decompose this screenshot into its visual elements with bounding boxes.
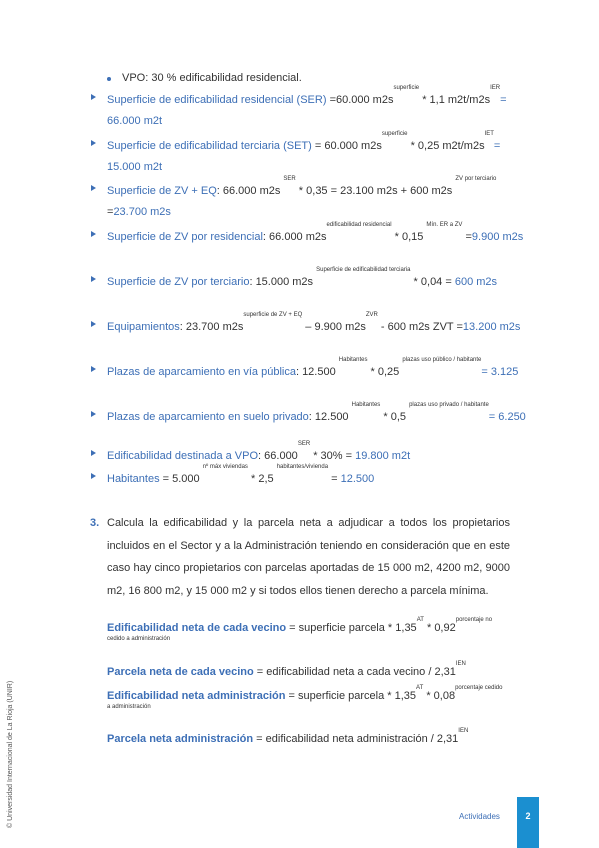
triangle-bullet-icon <box>91 366 96 372</box>
item-sup: IET <box>484 131 494 137</box>
item-label: Equipamientos <box>107 321 180 333</box>
triangle-bullet-icon <box>91 185 96 191</box>
item-label: Plazas de aparcamiento en suelo privado <box>107 411 309 423</box>
list-item <box>91 357 527 383</box>
item-text: * 1,1 m2t/m2s <box>419 94 491 106</box>
page-number: 2 <box>525 811 531 821</box>
formula-line <box>107 728 517 745</box>
formula-sup: AT <box>416 685 424 691</box>
formula-text: = superficie parcela * 1,35 <box>286 622 417 634</box>
list-item <box>91 85 527 132</box>
item-sup: plazas uso público / habitante <box>402 357 482 363</box>
formula-text: * 0,08 <box>423 690 456 702</box>
triangle-bullet-icon <box>91 473 96 479</box>
formula-text: * 0,92 <box>423 622 456 634</box>
item-result: 19.800 m2t <box>355 450 411 462</box>
sub-bullet: VPO: 30 % edificabilidad residencial. <box>122 72 302 84</box>
formula-sup: IEN <box>455 661 466 667</box>
list-item <box>91 222 527 248</box>
item-text: : 66.000 m2s <box>262 231 327 243</box>
triangle-bullet-icon <box>91 450 96 456</box>
item-sup: superficie de ZV + EQ <box>243 312 303 318</box>
item-result: = 66.000 m2t <box>107 94 507 127</box>
item-label: Habitantes <box>107 473 160 485</box>
item-text: * 0,25 m2t/m2s <box>407 140 485 152</box>
item-result: 12.500 <box>340 473 375 485</box>
bullet-dot-icon <box>107 77 111 81</box>
page-number-box <box>517 797 539 848</box>
item-sup: habitantes/vivienda <box>276 464 329 470</box>
item-text: = <box>328 473 341 485</box>
item-sup: Superficie de edificabilidad terciaria <box>316 267 411 273</box>
item-label: Edificabilidad destinada a VPO <box>107 450 259 462</box>
item-text: : 66.000 m2s <box>216 185 284 197</box>
list-item <box>91 267 527 293</box>
copyright-vertical: © Universidad Internacional de La Rioja (UNIR) <box>7 680 14 828</box>
item-sup: Mín. ER a ZV <box>426 222 463 228</box>
item-label: Plazas de aparcamiento en vía pública <box>107 366 296 378</box>
item-result: 23.700 m2s <box>113 206 171 218</box>
item-text: * 0,15 <box>391 231 427 243</box>
item-sup: nº máx viviendas <box>202 464 248 470</box>
item-text: * 0,35 = 23.100 m2s + 600 m2s <box>295 185 456 197</box>
triangle-bullet-icon <box>91 276 96 282</box>
item-sup: plazas uso privado / habitante <box>409 402 489 408</box>
item-sup: SER <box>297 441 311 447</box>
question-text: Calcula la edificabilidad y la parcela neta a adjudicar a todos los propietarios incluidos en el Sector y a la Administración teniendo en consideración que en este caso hay cinco propietarios con parcelas aportadas de 15 000 m2, 4200 m2, 9000 m2, 16 800 m2, y 15 000 m2 y si todos ellos tienen derecho a parcela mínima. <box>107 517 510 597</box>
formula-note: cedido a administración <box>107 636 171 642</box>
item-text: - 600 m2s ZVT = <box>377 321 463 333</box>
item-text: = 60.000 m2s <box>314 140 382 152</box>
item-label: Superficie de ZV + EQ <box>107 185 217 197</box>
item-text: * 0,04 = <box>410 276 455 288</box>
item-result: = 15.000 m2t <box>107 140 501 173</box>
item-text: = <box>107 206 114 218</box>
formula-sup: AT <box>416 617 424 623</box>
triangle-bullet-icon <box>91 94 96 100</box>
item-text: * 0,5 <box>380 411 410 423</box>
formula-note: a administración <box>107 704 151 710</box>
list-item <box>91 402 527 428</box>
list-item <box>91 176 527 223</box>
item-text: * 2,5 <box>247 473 277 485</box>
list-item <box>91 131 527 178</box>
item-text: * 30% = <box>310 450 356 462</box>
triangle-bullet-icon <box>91 321 96 327</box>
item-sup: superficie <box>393 85 420 91</box>
formula-label: Parcela neta administración <box>107 733 254 745</box>
question-number: 3. <box>90 517 100 529</box>
item-text: = <box>462 231 472 243</box>
footer-section-label: Actividades <box>459 812 500 821</box>
item-label: Superficie de ZV por terciario <box>107 276 250 288</box>
question-3 <box>90 512 510 602</box>
item-text: * 0,25 <box>367 366 403 378</box>
item-text: : 12.500 <box>295 366 339 378</box>
item-result: 600 m2s <box>454 276 498 288</box>
item-result: = 6.250 <box>488 411 526 423</box>
formula-sup: porcentaje no <box>455 617 493 623</box>
list-item <box>91 464 527 490</box>
item-text: =60.000 m2s <box>329 94 394 106</box>
item-result: = 3.125 <box>481 366 519 378</box>
item-result: 13.200 m2s <box>462 321 521 333</box>
triangle-bullet-icon <box>91 411 96 417</box>
formula-line <box>107 685 517 710</box>
formula-sup: porcentaje cedido <box>455 685 503 691</box>
item-sup: SER <box>283 176 296 182</box>
item-text: : 12.500 <box>308 411 352 423</box>
item-text: = 5.000 <box>159 473 203 485</box>
formula-text: = edificabilidad neta a cada vecino / 2,31 <box>253 666 456 678</box>
list-item <box>91 312 527 338</box>
item-text: : 66.000 <box>258 450 298 462</box>
item-label: Superficie de edificabilidad terciaria (SET) <box>107 140 315 152</box>
item-sup: IER <box>490 85 501 91</box>
item-sup: Habitantes <box>351 402 381 408</box>
item-sup: Habitantes <box>338 357 368 363</box>
item-label: Superficie de ZV por residencial <box>107 231 263 243</box>
formula-label: Edificabilidad neta de cada vecino <box>107 622 287 634</box>
formula-label: Edificabilidad neta administración <box>107 690 286 702</box>
formula-text: = superficie parcela * 1,35 <box>285 690 417 702</box>
formula-line <box>107 617 517 642</box>
item-result: 9.900 m2s <box>471 231 524 243</box>
item-text: : 23.700 m2s <box>179 321 244 333</box>
formula-line <box>107 661 517 678</box>
item-text: : 15.000 m2s <box>249 276 317 288</box>
item-label: Superficie de edificabilidad residencial (SER) <box>107 94 330 106</box>
item-text: – 9.900 m2s <box>302 321 366 333</box>
triangle-bullet-icon <box>91 140 96 146</box>
item-sup: edificabilidad residencial <box>326 222 392 228</box>
item-sup: ZVR <box>365 312 378 318</box>
item-sup: ZV por terciario <box>455 176 497 182</box>
triangle-bullet-icon <box>91 231 96 237</box>
formula-label: Parcela neta de cada vecino <box>107 666 254 678</box>
formula-text: = edificabilidad neta administración / 2,31 <box>253 733 459 745</box>
formula-sup: IEN <box>458 728 469 734</box>
item-sup: superficie <box>381 131 408 137</box>
